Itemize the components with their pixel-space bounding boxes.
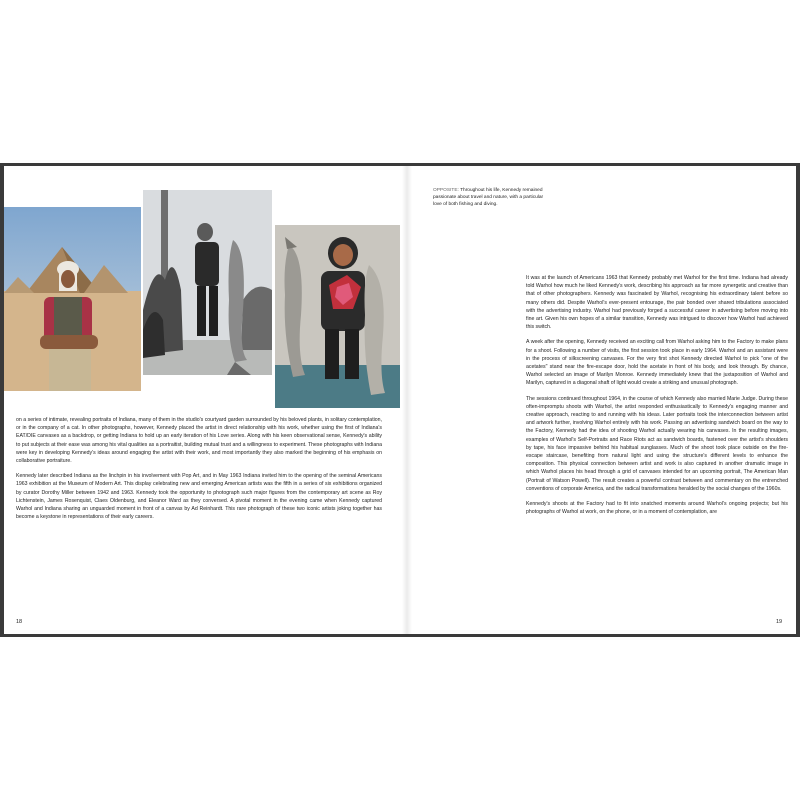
caption-label: OPPOSITE: [433,188,459,193]
right-page-body [526,274,788,523]
right-paragraph-3: The sessions continued throughout 1964, in the course of which Kennedy also married Marie Judge. During these often-impromptu shoots with Warhol, the artist responded enthusiastically to Kennedy's engaging manner and creative approach, reacting to and running with his ideas. Later portraits took the interconnection between artist and artwork further, involving Warhol entirely with his work. Passing an advertising sandwich board on the way to the Factory, Kennedy had the idea of shooting Warhol actually wearing his canvases. In the resulting images, examples of Warhol's Self-Portraits and Race Riots act as sandwich boards, fastened over the artist's shoulders by tape, his face impassive behind his habitual sunglasses. Much of the shoot took place outside on the fire-escape staircase, benefiting from natural light and using the structure's different levels to enhance the composition. This physical connection between artist and work is also captured in another dramatic image in which Warhol places his head through a grid of canvases intended for an upcoming portrait, The American Man (Portrait of Watson Powell). The result creates a powerful contrast between and commentary on the entrenched conventions of corporate America, and the radical transformations heralded by the social changes of the 1960s. [526,395,788,492]
right-paragraph-4: Kennedy's shoots at the Factory had to fit into snatched moments around Warhol's ongoing projects; but his photographs of Warhol at work, on the phone, or in a moment of contemplation, are [526,501,788,516]
book-spread-frame [0,163,800,637]
right-paragraph-2: A week after the opening, Kennedy received an exciting call from Warhol asking him to the Factory to make plans for a shoot. Following a number of visits, the first session took place in early 1964. Warhol and an assistant were in the process of silkscreening canvases. For the very first shot Kennedy directed Warhol to pick "one of the acetates" stand near the fire-escape door, hold the acetate in front of his body, and look through. By chance, Warhol selected an image of Marilyn Monroe. Kennedy immediately knew that the juxtaposition of Warhol and Marilyn, captured in a diagonal shaft of light would create a striking and unusual photograph. [526,339,788,387]
caption-text: Throughout his life, Kennedy remained passionate about travel and nature, with a particular love of both fishing and diving. [433,188,544,207]
gutter [402,166,412,634]
right-paragraph-1: It was at the launch of Americans 1963 that Kennedy probably met Warhol for the first time. Indiana had already told Warhol how much he liked Kennedy's work, describing his approach as far more synergetic and creative than that of other photographers. Kennedy was fascinated by Warhol, recognising his extraordinary talent before so many others did. Despite Warhol's ever-present entourage, the pair bonded over shared tribulations associated with the advertising industry. Warhol had previously forged a successful career in advertising before moving into fine art. Given his own hopes of a similar transition, Kennedy was intrigued to discover how Warhol had achieved this switch. [526,275,788,331]
left-page-body [16,416,382,528]
photo-caption [433,187,546,208]
diver-with-fish-bw-photo [143,190,272,375]
left-paragraph-1: on a series of intimate, revealing portraits of Indiana, many of them in the studio's courtyard garden surrounded by his beloved plants, in solitary contemplation, or in the company of a cat. In other photographs, however, Kennedy placed the artist in direct relationship with his work, whether using the first of Indiana's EAT/DIE canvases as a backdrop, or getting Indiana to hold up an early iteration of his Love series. Along with his keen observational sense, Kennedy's ability to put subjects at their ease was among his vital qualities as a portraitist, building mutual trust and a willingness to experiment. These photographs with Indiana were key in developing Kennedy's ideas around engaging the artist with their work, and most importantly they also marked the beginning of his emphasis on collaborative portraiture. [16,417,382,465]
book-spread [4,166,796,634]
page-number-right: 19 [776,619,783,625]
page-number-left: 18 [16,619,23,625]
left-paragraph-2: Kennedy later described Indiana as the linchpin in his involvement with Pop Art, and in May 1963 Indiana invited him to the opening of the seminal Americans 1963 exhibition at the Museum of Modern Art. This display celebrating new and emerging American artists was the fifth in a series of six exhibitions organized by curator Dorothy Miller between 1942 and 1963. Kennedy took the opportunity to photograph such major figures from the contemporary art scene as Roy Lichtenstein, James Rosenquist, Claes Oldenburg, and Eleanor Ward as they conversed. A pivotal moment in the evening came when Kennedy captured Warhol and Indiana sharing an unguarded moment in front of a canvas by Ad Reinhardt. This rare photograph of these two iconic artists joking together has become a keystone in representations of their early careers. [16,473,382,521]
pyramids-portrait-photo [4,207,141,391]
fisherman-with-fish-photo [275,225,400,408]
